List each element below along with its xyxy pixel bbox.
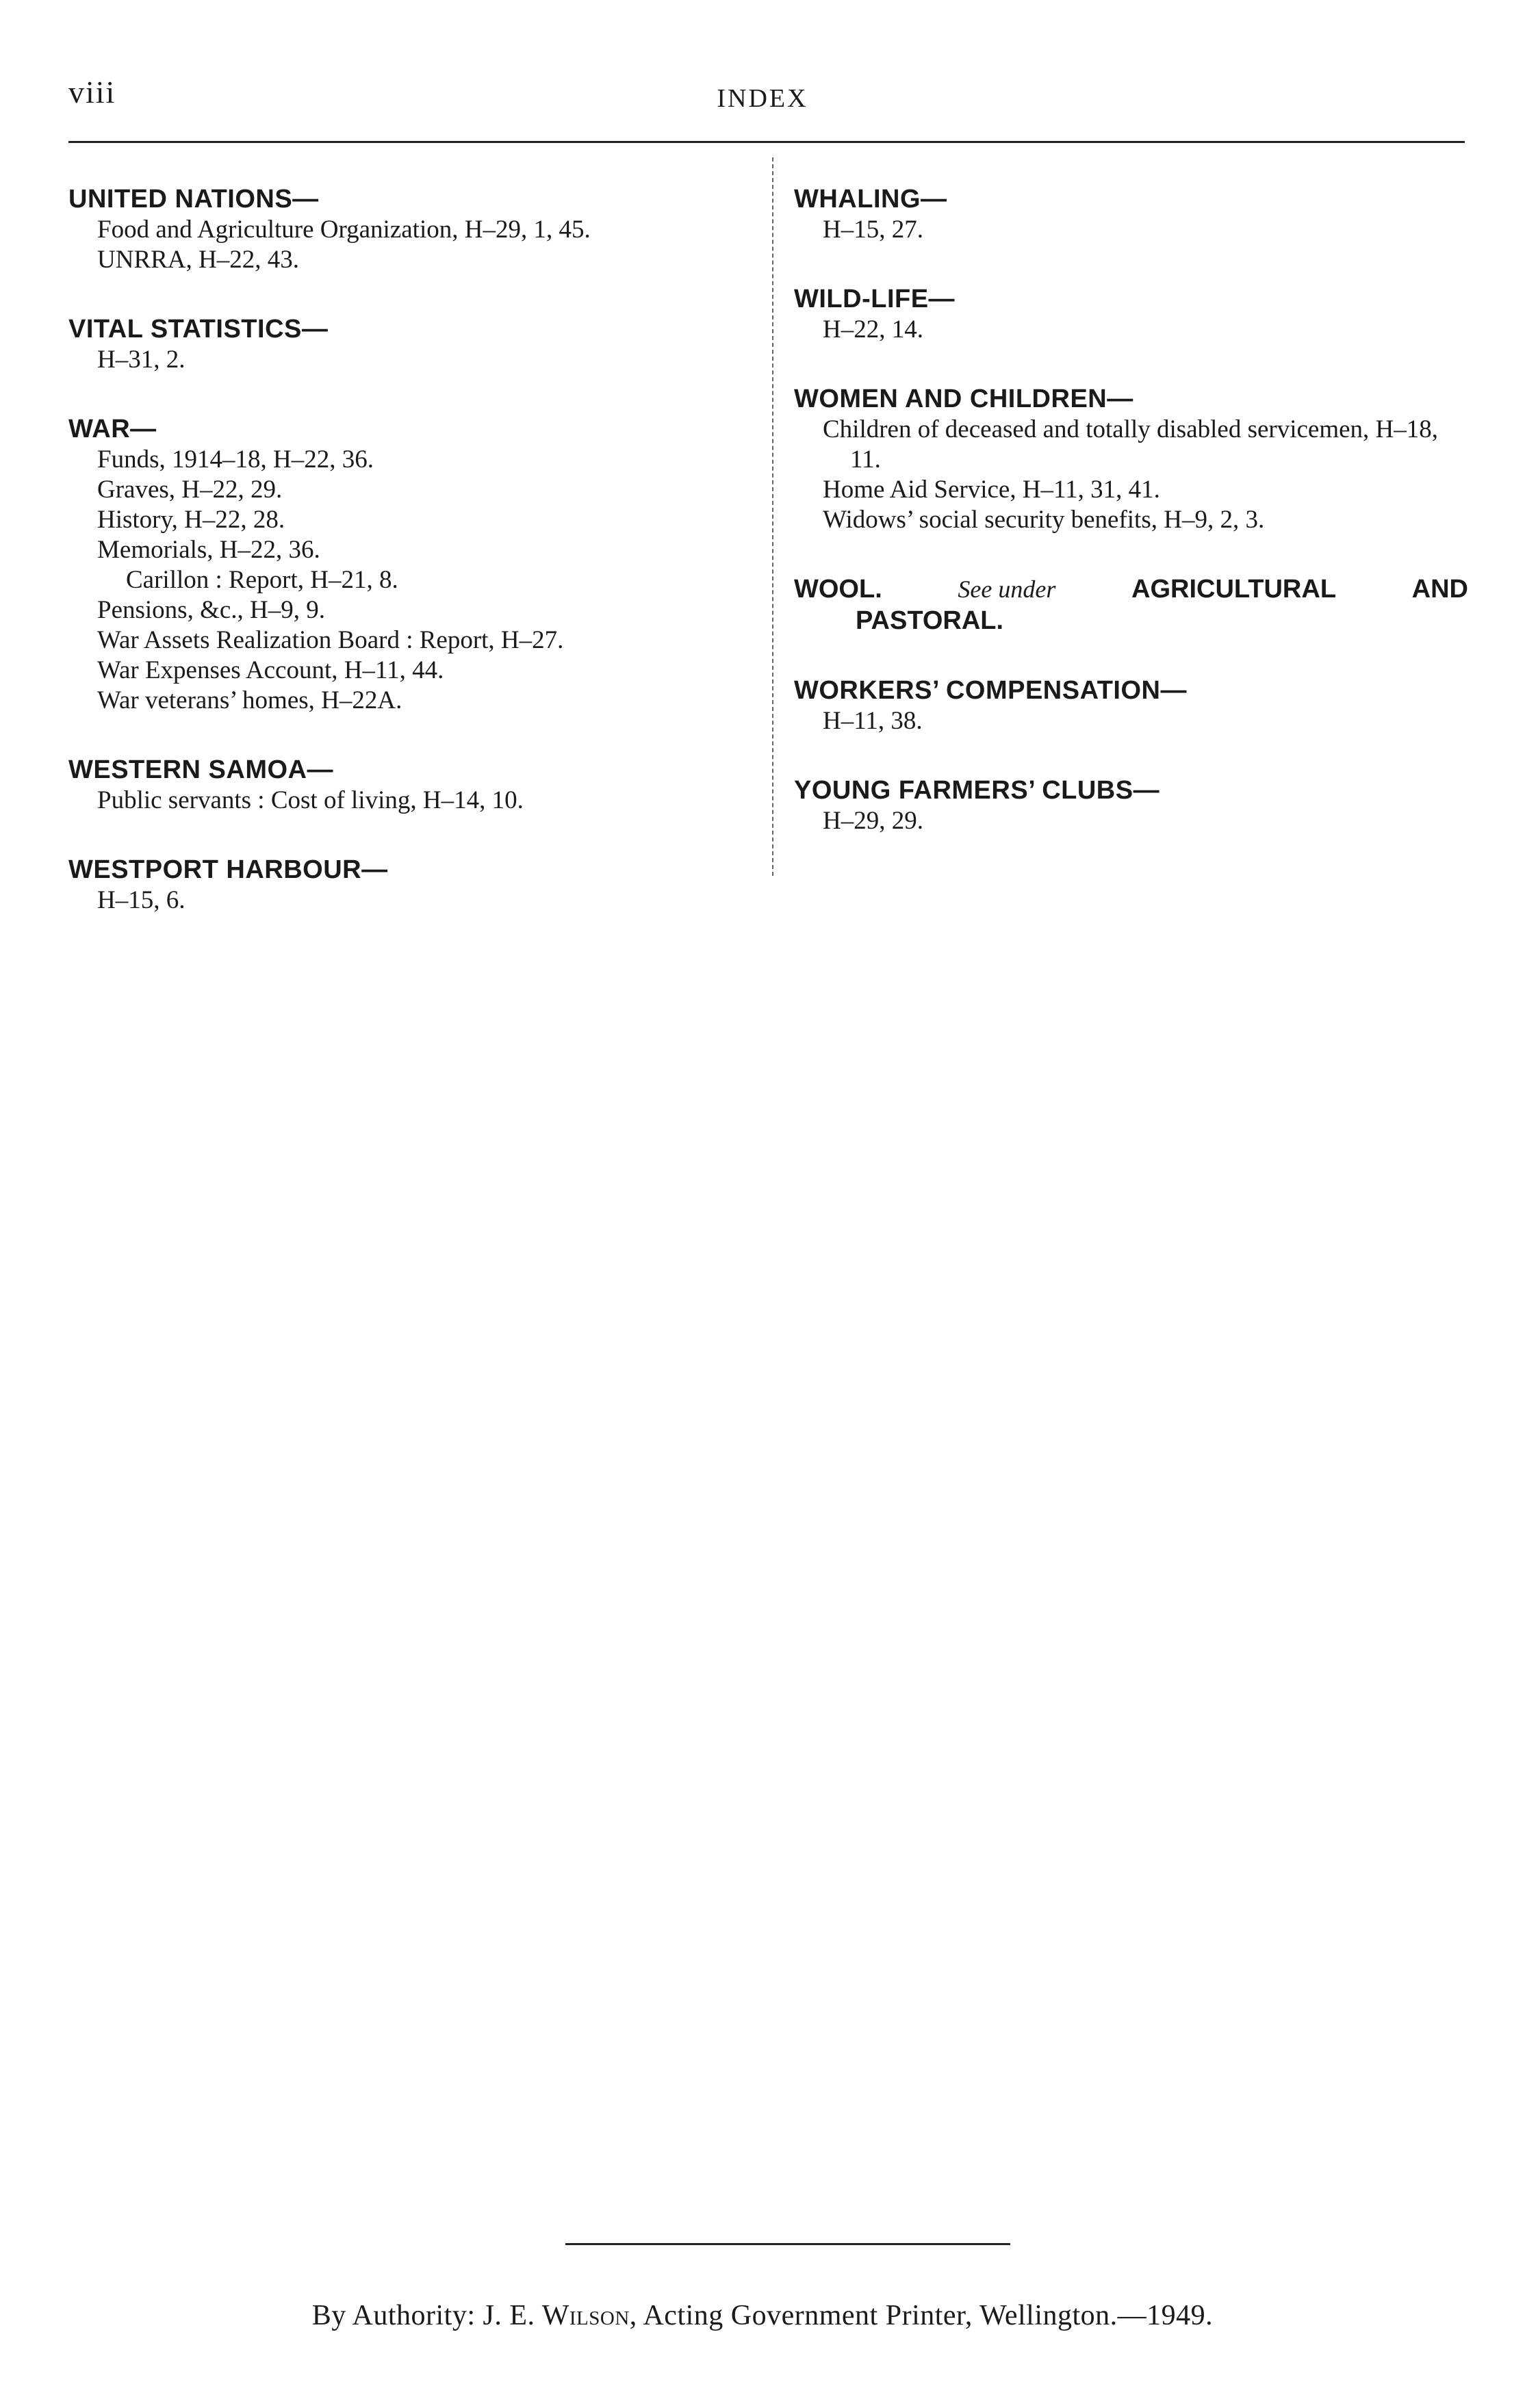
- footer-rule: [565, 2243, 1010, 2245]
- see-under-text: See under: [958, 575, 1056, 603]
- entry-item: UNRRA, H–22, 43.: [97, 246, 299, 274]
- index-entry-vital-statistics: [68, 313, 753, 375]
- index-entry-westport-harbour: [68, 854, 753, 916]
- entry-item: Widows’ social security benefits, H–9, 2, 3.: [823, 506, 1265, 534]
- entry-item: H–29, 29.: [823, 807, 923, 835]
- entry-item: Public servants : Cost of living, H–14, 10.: [97, 786, 524, 814]
- entry-subitem: Carillon : Report, H–21, 8.: [126, 566, 398, 594]
- entry-heading: VITAL STATISTICS—: [68, 315, 329, 344]
- index-entry-whaling: [794, 183, 1468, 245]
- entry-item: Funds, 1914–18, H–22, 36.: [97, 445, 374, 474]
- footer-suffix: Acting Government Printer, Wellington.—1949.: [643, 2300, 1214, 2331]
- wool-reference-part2: AND: [1411, 575, 1468, 604]
- entry-heading: UNITED NATIONS—: [68, 185, 319, 213]
- wool-cross-reference: [794, 573, 1468, 605]
- header-rule: [68, 141, 1465, 143]
- entry-item: War veterans’ homes, H–22A.: [97, 686, 402, 714]
- wool-heading: WOOL.: [794, 575, 882, 604]
- entry-heading: WHALING—: [794, 185, 947, 213]
- imprint-footer: [0, 2299, 1525, 2332]
- index-entry-workers-compensation: [794, 675, 1468, 736]
- index-entry-wild-life: [794, 283, 1468, 345]
- entry-heading: WOMEN AND CHILDREN—: [794, 385, 1133, 413]
- entry-heading: WILD-LIFE—: [794, 285, 956, 313]
- right-column: [794, 183, 1468, 875]
- page-number: viii: [68, 75, 116, 109]
- running-head: INDEX: [717, 84, 808, 113]
- entry-item: Food and Agriculture Organization, H–29, 1, 45.: [97, 216, 591, 244]
- entry-item: H–15, 6.: [97, 886, 185, 914]
- entry-item: Memorials, H–22, 36.: [97, 536, 320, 564]
- entry-heading: WESTPORT HARBOUR—: [68, 855, 388, 884]
- entry-heading: YOUNG FARMERS’ CLUBS—: [794, 776, 1160, 805]
- index-entry-women-and-children: [794, 383, 1468, 535]
- index-entry-young-farmers-clubs: [794, 775, 1468, 836]
- entry-item: War Assets Realization Board : Report, H–27.: [97, 626, 564, 654]
- entry-item: Pensions, &c., H–9, 9.: [97, 596, 325, 624]
- left-column: [68, 183, 753, 954]
- entry-item: Home Aid Service, H–11, 31, 41.: [823, 476, 1160, 504]
- index-entry-wool: [794, 573, 1468, 636]
- wool-reference-part1: AGRICULTURAL: [1131, 575, 1337, 604]
- entry-item: Children of deceased and totally disabled servicemen, H–18, 11.: [823, 415, 1439, 474]
- index-entry-war: [68, 413, 753, 716]
- column-divider: [772, 157, 773, 876]
- printer-name: J. E. Wilson,: [483, 2300, 637, 2331]
- entry-item: War Expenses Account, H–11, 44.: [97, 656, 444, 684]
- entry-heading: WORKERS’ COMPENSATION—: [794, 676, 1187, 705]
- entry-item: H–11, 38.: [823, 707, 923, 735]
- entry-heading: WAR—: [68, 415, 157, 443]
- entry-item: History, H–22, 28.: [97, 506, 285, 534]
- footer-prefix: By Authority:: [311, 2300, 476, 2331]
- entry-heading: WESTERN SAMOA—: [68, 755, 333, 784]
- entry-item: H–22, 14.: [823, 315, 923, 344]
- wool-reference-part3: PASTORAL.: [856, 606, 1004, 635]
- entry-item: H–31, 2.: [97, 346, 185, 374]
- index-entry-united-nations: [68, 183, 753, 275]
- index-entry-western-samoa: [68, 754, 753, 816]
- entry-item: H–15, 27.: [823, 216, 923, 244]
- entry-item: Graves, H–22, 29.: [97, 476, 283, 504]
